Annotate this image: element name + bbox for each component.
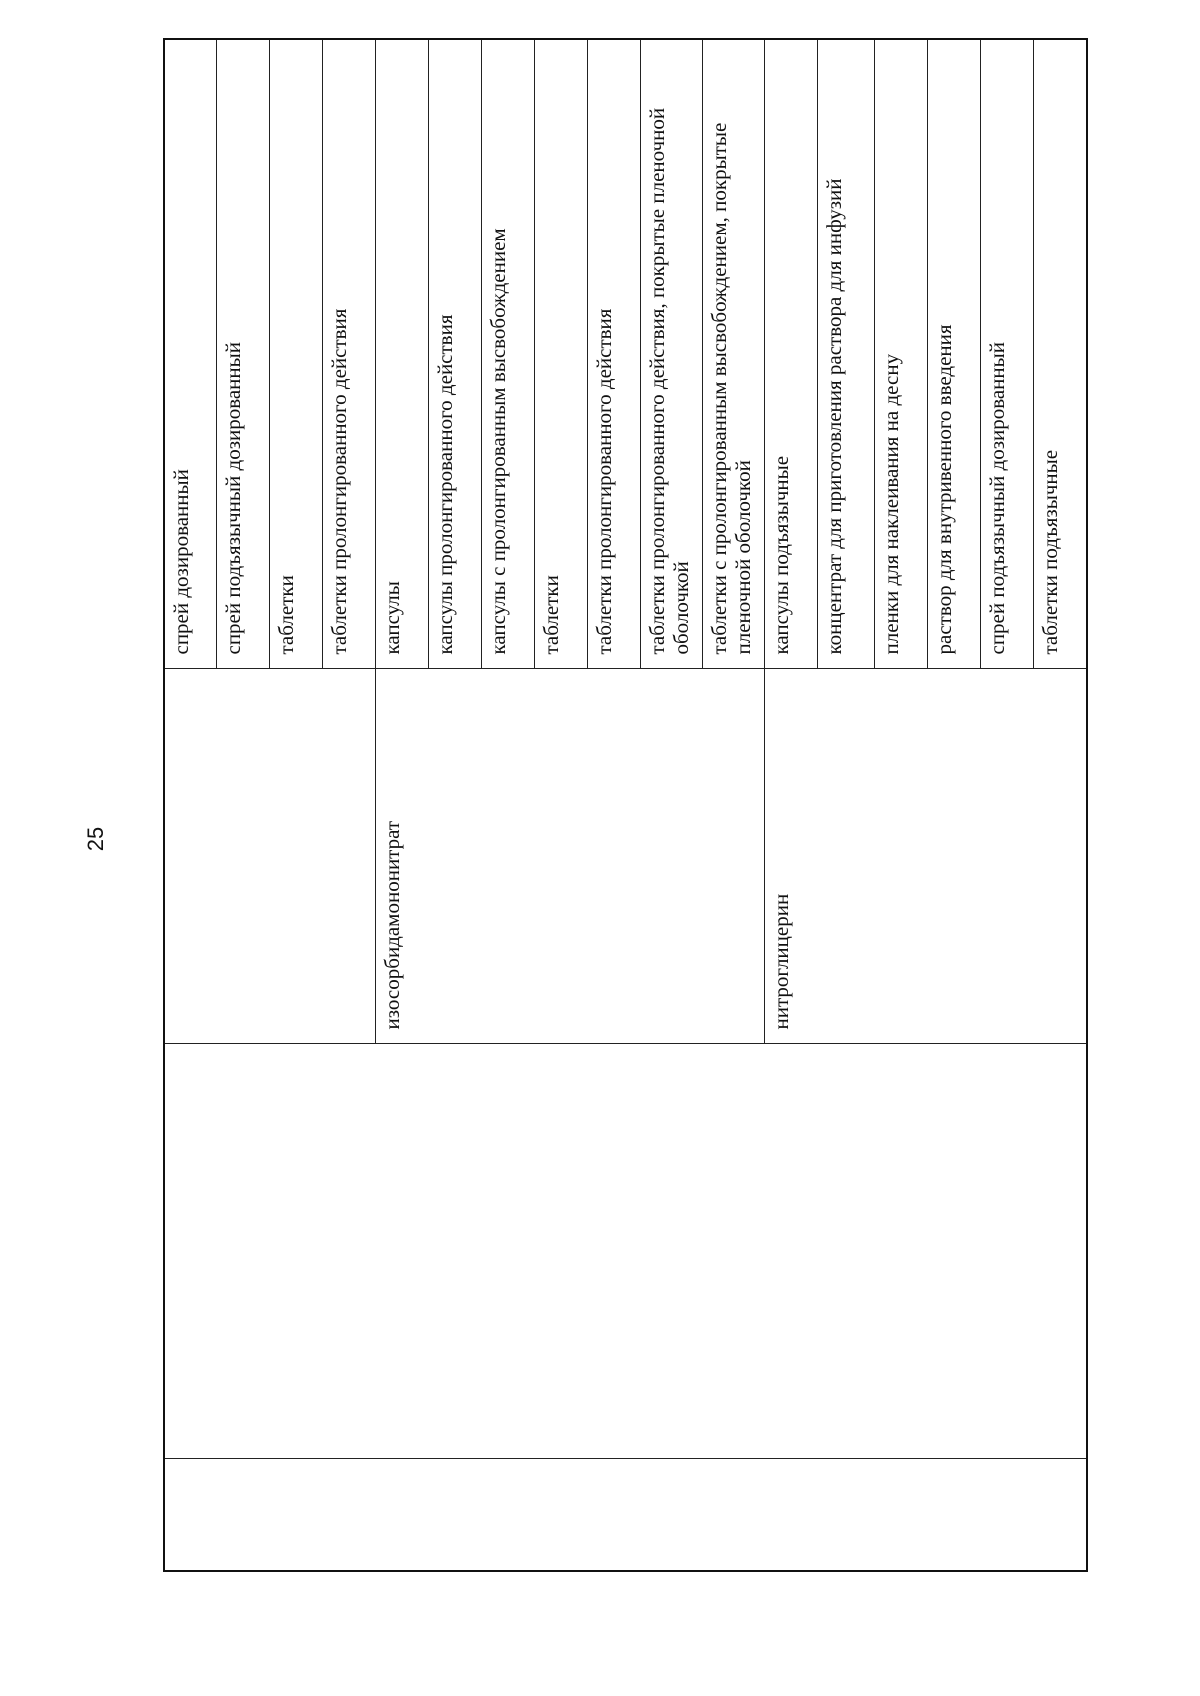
code-cell <box>164 1459 1087 1571</box>
dosage-form-cell: таблетки с пролонгированным высвобождением, покрытые пленочной оболочкой <box>703 39 765 669</box>
dosage-form-cell: таблетки подъязычные <box>1034 39 1087 669</box>
dosage-form-cell: таблетки пролонгированного действия, покрытые пленочной оболочкой <box>641 39 703 669</box>
page-number: 25 <box>83 826 109 852</box>
dosage-form-cell: таблетки пролонгированного действия <box>323 39 376 669</box>
dosage-form-cell: спрей дозированный <box>164 39 217 669</box>
dosage-form-cell: спрей подъязычный дозированный <box>217 39 270 669</box>
drug-name-cell <box>164 669 376 1044</box>
rotated-table-wrapper <box>163 40 1088 1572</box>
dosage-form-cell: концентрат для приготовления раствора для инфузий <box>817 39 874 669</box>
dosage-form-cell: капсулы пролонгированного действия <box>429 39 482 669</box>
dosage-form-cell: капсулы <box>376 39 429 669</box>
table-row <box>164 39 217 1571</box>
dosage-form-cell: капсулы подъязычные <box>765 39 818 669</box>
dosage-form-cell: таблетки пролонгированного действия <box>588 39 641 669</box>
drug-table <box>163 38 1088 1572</box>
dosage-form-cell: спрей подъязычный дозированный <box>981 39 1034 669</box>
drug-name-cell: изосорбидамононитрат <box>376 669 765 1044</box>
dosage-form-cell: таблетки <box>535 39 588 669</box>
drug-name-cell: нитроглицерин <box>765 669 1087 1044</box>
dosage-form-cell: таблетки <box>270 39 323 669</box>
dosage-form-cell: раствор для внутривенного введения <box>928 39 981 669</box>
dosage-form-cell: капсулы с пролонгированным высвобождением <box>482 39 535 669</box>
group-name-cell <box>164 1044 1087 1459</box>
dosage-form-cell: пленки для наклеивания на десну <box>875 39 928 669</box>
